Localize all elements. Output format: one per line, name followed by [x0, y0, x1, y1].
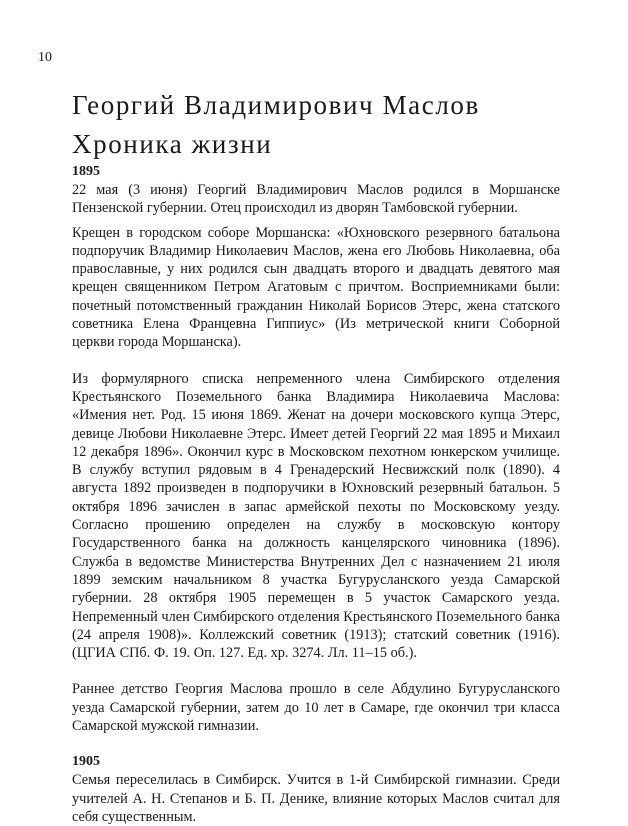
spacer: [72, 735, 560, 753]
paragraph-birth: 22 мая (3 июня) Георгий Владимирович Маслов родился в Моршанске Пензенской губернии. Отец происходил из дворян Тамбовской губернии.: [72, 182, 560, 217]
year-heading-1895: 1895: [72, 164, 100, 179]
title-line-subtitle: Хроника жизни: [72, 129, 273, 159]
year-heading-1905: 1905: [72, 754, 100, 770]
page-number: 10: [38, 50, 52, 65]
paragraph-early-childhood: Раннее детство Георгия Маслова прошло в селе Абдулино Бугурусланского уезда Самарской губернии, затем до 10 лет в Самаре, где окончил три класса Самарской мужской гимназии.: [72, 681, 560, 735]
chronicle-body: [72, 163, 560, 826]
spacer: [72, 662, 560, 680]
title-line-author: Георгий Владимирович Маслов: [72, 90, 480, 120]
spacer: [72, 352, 560, 370]
paragraph-service-record: Из формулярного списка непременного члена Симбирского отделения Крестьянского Поземельного банка Владимира Николаевича Маслова: «Имения нет. Род. 15 июня 1869. Женат на дочери московского купца Этерс, девице Любови Николаевне Этерс. Имеет детей Георгий 22 мая 1895 и Михаил 12 декабря 1896». Окончил курс в Московском пехотном юнкерском училище. В службу вступил рядовым в 4 Гренадерский Несвижский полк (1890). 4 августа 1892 произведен в подпоручики в Юхновский резервный батальон. 5 октября 1896 зачислен в запас армейской пехоты по Московскому уезду. Согласно прошению определен на службу в московскую контору Государственного банка на должность канцелярского чиновника (1896). Служба в ведомстве Министерства Внутренних Дел с назначением 21 июля 1899 земским начальником 8 участка Бугурусланского уезда Самарской губернии. 28 октября 1905 перемещен в 5 участок Самарского уезда. Непременный член Симбирского отделения Крестьянского Поземельного банка (24 апреля 1908)». Коллежский советник (1913); статский советник (1916). (ЦГИА СПб. Ф. 19. Оп. 127. Ед. хр. 3274. Лл. 11–15 об.).: [72, 370, 560, 662]
paragraph-simbirsk: Семья переселилась в Симбирск. Учится в 1-й Симбирской гимназии. Среди учителей А. Н. Степанов и Б. П. Денике, влияние которых Маслов считал для себя существенным.: [72, 772, 560, 825]
chapter-title: [72, 86, 592, 164]
paragraph-baptism: Крещен в городском соборе Моршанска: «Юхновского резервного батальона подпоручик Владимир Николаевич Маслов, жена его Любовь Николаевна, оба православные, у них родился сын двадцать второго и двадцать девятого мая крещен священником Петром Агатовым с причтом. Восприемниками были: почетный потомственный гражданин Николай Борисов Этерс, жена статского советника Елена Францевна Гиппиус» (Из метрической книги Соборной церкви города Моршанска).: [72, 224, 560, 351]
